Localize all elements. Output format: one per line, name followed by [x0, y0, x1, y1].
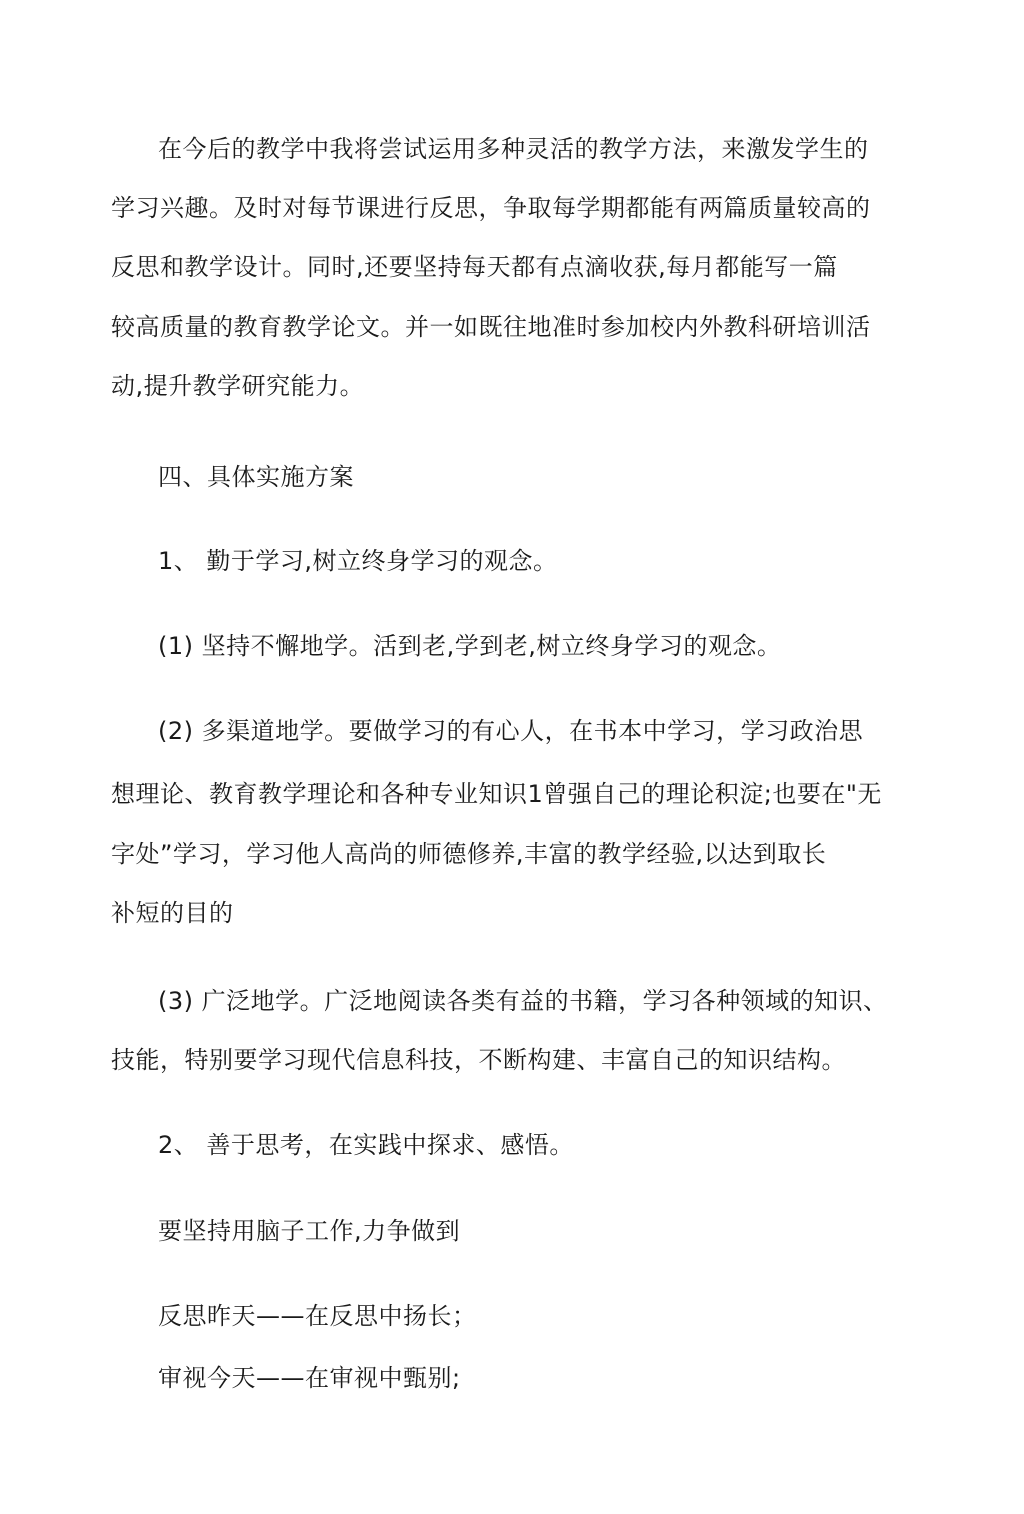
- sub-item-line: (1) 坚持不懈地学。活到老,学到老,树立终身学习的观念。: [158, 632, 782, 660]
- paragraph-line: 补短的目的: [111, 899, 234, 927]
- section-heading: 四、具体实施方案: [158, 463, 354, 491]
- paragraph-line: 反思昨天——在反思中扬长；: [158, 1302, 477, 1330]
- paragraph-line: 要坚持用脑子工作,力争做到: [158, 1217, 461, 1245]
- paragraph-line: 在今后的教学中我将尝试运用多种灵活的教学方法，来激发学生的: [158, 135, 869, 163]
- paragraph-line: 想理论、教育教学理论和各种专业知识1曾强自己的理论积淀;也要在"无: [111, 780, 882, 808]
- paragraph-line: 较高质量的教育教学论文。并一如既往地准时参加校内外教科研培训活: [111, 313, 871, 341]
- paragraph-line: 动,提升教学研究能力。: [111, 372, 365, 400]
- paragraph-line: 字处”学习，学习他人高尚的师德修养,丰富的教学经验,以达到取长: [111, 840, 827, 868]
- paragraph-line: 反思和教学设计。同时,还要坚持每天都有点滴收获,每月都能写一篇: [111, 253, 838, 281]
- paragraph-line: 学习兴趣。及时对每节课进行反思，争取每学期都能有两篇质量较高的: [111, 194, 871, 222]
- paragraph-line: 审视今天——在审视中甄别;: [158, 1364, 461, 1392]
- sub-item-line: (3) 广泛地学。广泛地阅读各类有益的书籍，学习各种领域的知识、: [158, 987, 888, 1015]
- item-heading: 1、 勤于学习,树立终身学习的观念。: [158, 547, 558, 575]
- item-heading: 2、 善于思考，在实践中探求、感悟。: [158, 1131, 574, 1159]
- sub-item-line: (2) 多渠道地学。要做学习的有心人，在书本中学习，学习政治思: [158, 717, 864, 745]
- paragraph-line: 技能，特别要学习现代信息科技，不断构建、丰富自己的知识结构。: [111, 1046, 846, 1074]
